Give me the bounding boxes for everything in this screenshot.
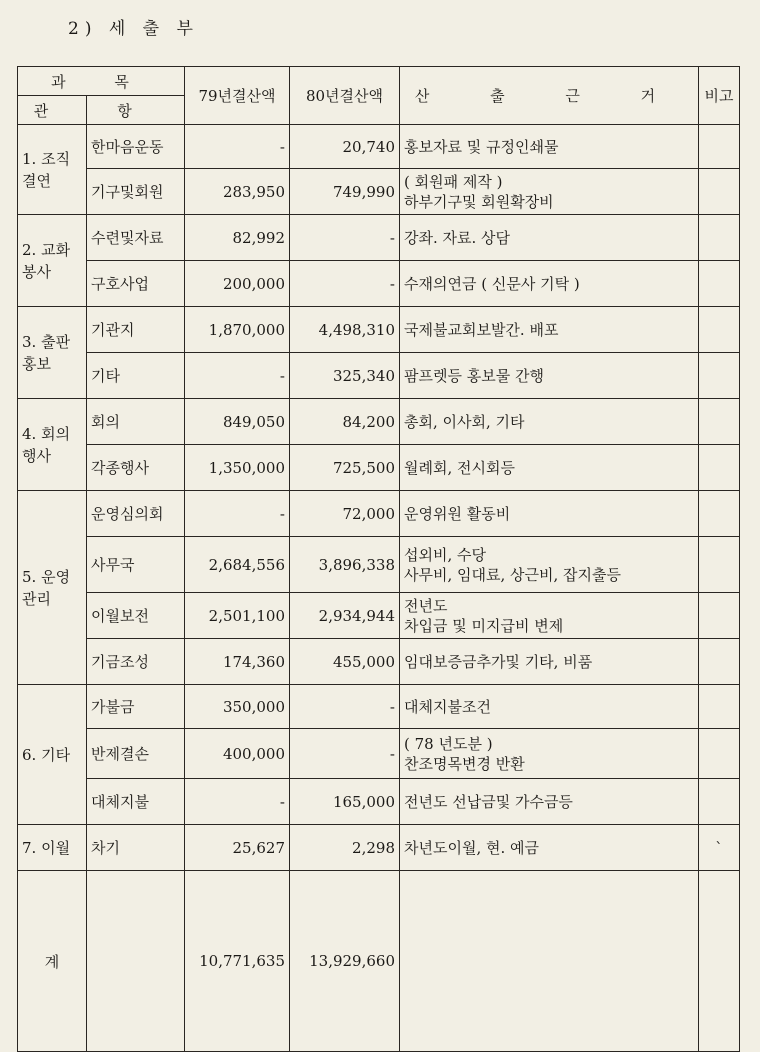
y80-cell: 749,990 [290,169,400,215]
hang-cell: 회의 [87,399,185,445]
y79-cell: 174,360 [185,639,290,685]
table-row [18,685,740,729]
note-cell [699,537,740,593]
hang-cell: 사무국 [87,537,185,593]
y80-cell: - [290,685,400,729]
y79-cell: - [185,491,290,537]
y80-cell: 455,000 [290,639,400,685]
gwan-cell: 7. 이월 [18,825,87,871]
y79-cell: 82,992 [185,215,290,261]
note-cell: ˋ [699,825,740,871]
y80-cell: 84,200 [290,399,400,445]
hang-cell: 가불금 [87,685,185,729]
table-row [18,307,740,353]
hang-cell: 차기 [87,825,185,871]
note-cell [699,399,740,445]
y79-cell: - [185,125,290,169]
y79-cell: 2,684,556 [185,537,290,593]
hang-cell: 수련및자료 [87,215,185,261]
total-basis-empty [400,871,699,1052]
note-cell [699,307,740,353]
header-79-settlement: 79년결산액 [185,67,290,125]
note-cell [699,491,740,537]
y80-cell: 2,298 [290,825,400,871]
y80-cell: 72,000 [290,491,400,537]
basis-cell: 수재의연금 ( 신문사 기탁 ) [400,261,699,307]
table-row [18,353,740,399]
y79-cell: 400,000 [185,729,290,779]
total-y79: 10,771,635 [185,871,290,1052]
y79-cell: 200,000 [185,261,290,307]
table-body [18,125,740,1052]
y79-cell: - [185,779,290,825]
y80-cell: 2,934,944 [290,593,400,639]
header-gwamok: 과 목 [18,67,185,96]
note-cell [699,779,740,825]
note-cell [699,639,740,685]
table-row [18,261,740,307]
header-gwan: 관 [18,96,87,125]
y80-cell: 4,498,310 [290,307,400,353]
note-cell [699,445,740,491]
hang-cell: 각종행사 [87,445,185,491]
note-cell [699,125,740,169]
total-hang-empty [87,871,185,1052]
note-cell [699,261,740,307]
basis-cell: ( 78 년도분 ) 찬조명목변경 반환 [400,729,699,779]
table-row [18,125,740,169]
gwan-cell: 6. 기타 [18,685,87,825]
basis-cell: 월례회, 전시회등 [400,445,699,491]
table-row [18,639,740,685]
basis-cell: 섭외비, 수당 사무비, 임대료, 상근비, 잡지출등 [400,537,699,593]
note-cell [699,593,740,639]
y80-cell: - [290,729,400,779]
basis-cell: 전년도 차입금 및 미지급비 변제 [400,593,699,639]
header-remarks: 비고 [699,67,740,125]
y79-cell: 2,501,100 [185,593,290,639]
total-y80: 13,929,660 [290,871,400,1052]
y80-cell: 165,000 [290,779,400,825]
hang-cell: 한마음운동 [87,125,185,169]
table-row [18,537,740,593]
y79-cell: 25,627 [185,825,290,871]
hang-cell: 운영심의회 [87,491,185,537]
hang-cell: 이월보전 [87,593,185,639]
y79-cell: 1,350,000 [185,445,290,491]
y79-cell: 1,870,000 [185,307,290,353]
basis-cell: 강좌. 자료. 상담 [400,215,699,261]
note-cell [699,685,740,729]
y80-cell: - [290,261,400,307]
gwan-cell: 4. 회의 행사 [18,399,87,491]
table-row [18,779,740,825]
note-cell [699,215,740,261]
basis-cell: 임대보증금추가및 기타, 비품 [400,639,699,685]
section-heading: 2) 세 출 부 [68,19,199,39]
basis-cell: 국제불교회보발간. 배포 [400,307,699,353]
basis-cell: 홍보자료 및 규정인쇄물 [400,125,699,169]
table-row [18,729,740,779]
table-row [18,491,740,537]
note-cell [699,353,740,399]
y80-cell: 3,896,338 [290,537,400,593]
table-row [18,399,740,445]
total-label: 계 [18,871,87,1052]
gwan-cell: 3. 출판 홍보 [18,307,87,399]
gwan-cell: 5. 운영 관리 [18,491,87,685]
table-row [18,445,740,491]
header-hang: 항 [87,96,185,125]
table-row [18,825,740,871]
y79-cell: - [185,353,290,399]
y79-cell: 350,000 [185,685,290,729]
hang-cell: 기구및회원 [87,169,185,215]
y79-cell: 849,050 [185,399,290,445]
basis-cell: 대체지불조건 [400,685,699,729]
gwan-cell: 1. 조직 결연 [18,125,87,215]
total-note-empty [699,871,740,1052]
basis-cell: 운영위원 활동비 [400,491,699,537]
table-row [18,593,740,639]
hang-cell: 구호사업 [87,261,185,307]
expenditure-table [17,66,740,1052]
basis-cell: 전년도 선납금및 가수금등 [400,779,699,825]
total-row [18,871,740,1052]
note-cell [699,729,740,779]
basis-cell: 총회, 이사회, 기타 [400,399,699,445]
basis-cell: 차년도이월, 현. 예금 [400,825,699,871]
hang-cell: 기관지 [87,307,185,353]
basis-cell: 팜프렛등 홍보물 간행 [400,353,699,399]
header-80-settlement: 80년결산액 [290,67,400,125]
gwan-cell: 2. 교화 봉사 [18,215,87,307]
hang-cell: 반제결손 [87,729,185,779]
y80-cell: 325,340 [290,353,400,399]
hang-cell: 기타 [87,353,185,399]
y80-cell: 20,740 [290,125,400,169]
table-row [18,215,740,261]
hang-cell: 대체지불 [87,779,185,825]
y80-cell: 725,500 [290,445,400,491]
note-cell [699,169,740,215]
hang-cell: 기금조성 [87,639,185,685]
y79-cell: 283,950 [185,169,290,215]
table-row [18,169,740,215]
y80-cell: - [290,215,400,261]
basis-cell: ( 회원패 제작 ) 하부기구및 회원확장비 [400,169,699,215]
header-calculation-basis: 산 출 근 거 [400,67,699,125]
